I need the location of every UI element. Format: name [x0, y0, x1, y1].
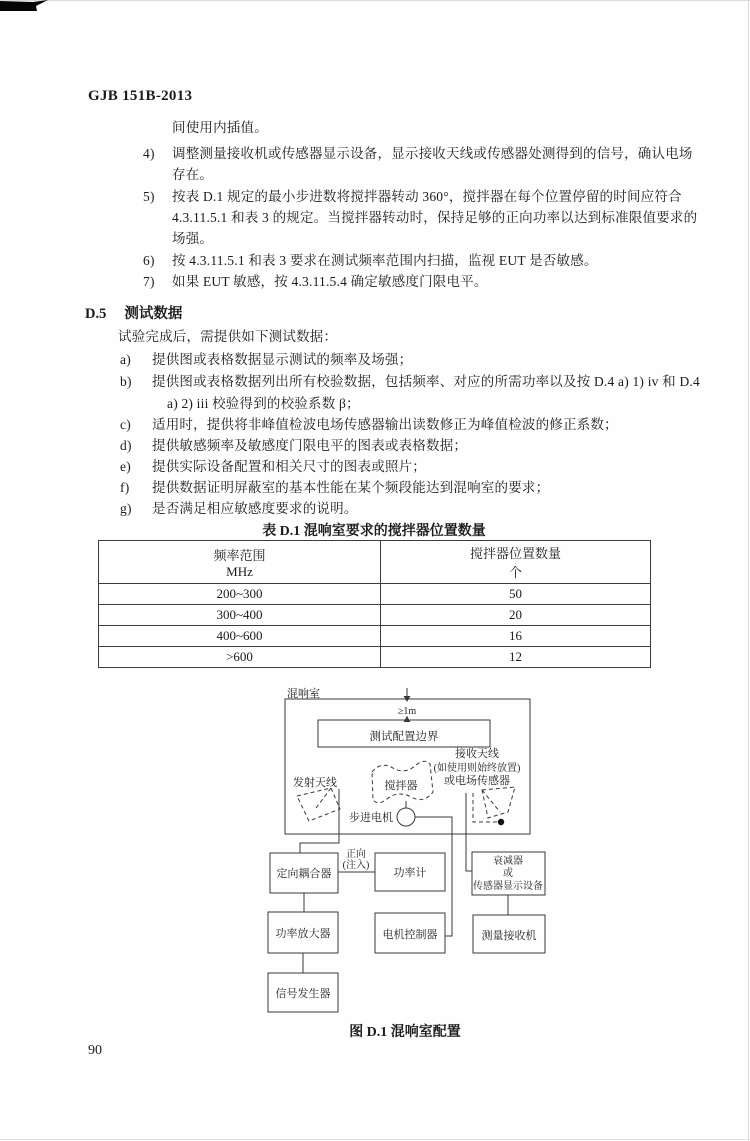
figure-d1-diagram	[255, 680, 560, 1015]
rx-feed-line	[466, 793, 472, 871]
table-d1	[98, 540, 651, 668]
scan-edge-right	[748, 0, 749, 1141]
table-header-frequency-line2: MHz	[226, 563, 253, 579]
attenuator-label-line2: 或	[503, 868, 513, 879]
rx-antenna-label-line1: 接收天线	[455, 748, 499, 760]
rx-sensor-path	[473, 793, 497, 822]
table-cell-range: 300~400	[99, 605, 381, 626]
motor-label: 步进电机	[349, 812, 393, 824]
stirrer-label: 搅拌器	[384, 780, 418, 792]
attenuator-label-line3: 传感器显示设备	[473, 881, 543, 892]
item-5-line-3: 场强。	[172, 231, 214, 246]
item-5-line-2: 4.3.11.5.1 和表 3 的规定。当搅拌器转动时，保持足够的正向功率以达到标准限值要求的	[172, 210, 698, 225]
doc-number: GJB 151B-2013	[88, 88, 193, 104]
section-title: 测试数据	[124, 306, 183, 322]
list-c-marker: c)	[120, 417, 131, 432]
signal-generator-label: 信号发生器	[275, 988, 331, 1000]
item-5-line-1: 按表 D.1 规定的最小步进数将搅拌器转动 360°，搅拌器在每个位置停留的时间应符合	[172, 189, 682, 204]
list-b-text-2: a) 2) iii 校验得到的校验系数 β；	[167, 396, 360, 411]
list-c-text: 适用时，提供将非峰值检波电场传感器输出读数修正为峰值检波的修正系数；	[152, 417, 618, 432]
forward-label-line1: 正向	[346, 849, 366, 860]
scan-edge-top	[0, 0, 750, 1]
list-b-text-1: 提供图或表格数据列出所有校验数据，包括频率、对应的所需功率以及按 D.4 a) 1) iv 和 D.4	[152, 374, 700, 389]
rx-antenna-icon	[482, 787, 515, 818]
list-e-marker: e)	[120, 459, 131, 474]
table-header-positions	[381, 541, 651, 584]
attenuator-label-line1: 衰减器	[493, 856, 523, 867]
table-cell-count: 16	[381, 626, 651, 647]
table-row	[99, 647, 651, 668]
item-6-marker: 6)	[143, 253, 155, 268]
item-4-marker: 4)	[143, 146, 155, 161]
rx-antenna-fold-icon	[482, 790, 500, 812]
list-b-marker: b)	[120, 374, 132, 389]
list-a-text: 提供图或表格数据显示测试的频率及场强；	[152, 352, 413, 367]
table-row	[99, 584, 651, 605]
section-number: D.5	[85, 306, 107, 322]
item-7-line-1: 如果 EUT 敏感，按 4.3.11.5.4 确定敏感度门限电平。	[172, 274, 488, 289]
list-a-marker: a)	[120, 352, 131, 367]
table-cell-range: 400~600	[99, 626, 381, 647]
item-4-line-1: 调整测量接收机或传感器显示设备，显示接收天线或传感器处测得到的信号，确认电场	[172, 146, 693, 161]
list-f-marker: f)	[120, 480, 130, 495]
table-header-frequency	[99, 541, 381, 584]
list-d-marker: d)	[120, 438, 132, 453]
distance-label: ≥1m	[397, 706, 417, 717]
item-6-line-1: 按 4.3.11.5.1 和表 3 要求在测试频率范围内扫描，监视 EUT 是否敏感。	[172, 253, 598, 268]
section-heading	[85, 302, 182, 323]
table-cell-count: 50	[381, 584, 651, 605]
section-intro: 试验完成后，需提供如下测试数据：	[118, 329, 338, 344]
forward-label-line2: (注入)	[342, 860, 370, 871]
boundary-label: 测试配置边界	[369, 731, 439, 743]
table-caption: 表 D.1 混响室要求的搅拌器位置数量	[262, 524, 486, 539]
table-cell-range: 200~300	[99, 584, 381, 605]
sensor-point-icon	[498, 819, 504, 825]
tx-feed-line	[300, 789, 339, 853]
item-5-marker: 5)	[143, 189, 155, 204]
body-hang-line: 间使用内插值。	[172, 120, 268, 135]
coupler-label: 定向耦合器	[276, 868, 332, 880]
table-header-frequency-line1: 频率范围	[213, 547, 266, 563]
table-header-row	[99, 541, 651, 584]
page-number: 90	[88, 1043, 102, 1058]
chamber-label: 混响室	[287, 688, 320, 700]
scan-artifact-icon	[0, 0, 55, 16]
table-row	[99, 605, 651, 626]
stepper-motor-icon	[397, 808, 415, 826]
amplifier-label: 功率放大器	[275, 928, 331, 940]
list-g-marker: g)	[120, 501, 132, 516]
list-e-text: 提供实际设备配置和相关尺寸的图表或照片；	[152, 459, 426, 474]
list-f-text: 提供数据证明屏蔽室的基本性能在某个频段能达到混响室的要求；	[152, 480, 550, 495]
rx-antenna-label-line3: 或电场传感器	[444, 775, 510, 787]
motor-controller-label: 电机控制器	[382, 929, 438, 941]
tx-antenna-label: 发射天线	[293, 777, 337, 789]
power-meter-label: 功率计	[393, 867, 427, 879]
receiver-label: 测量接收机	[481, 930, 537, 942]
figure-caption: 图 D.1 混响室配置	[349, 1025, 461, 1040]
table-cell-range: >600	[99, 647, 381, 668]
table-header-positions-line1: 搅拌器位置数量	[469, 546, 561, 561]
item-7-marker: 7)	[143, 274, 155, 289]
table-cell-count: 20	[381, 605, 651, 626]
tx-antenna-icon	[297, 788, 340, 821]
item-4-line-2: 存在。	[172, 167, 214, 182]
table-cell-count: 12	[381, 647, 651, 668]
rx-antenna-label-line2: (如使用则始终放置)	[433, 763, 521, 774]
scan-edge-bottom	[0, 1139, 750, 1140]
list-d-text: 提供敏感频率及敏感度门限电平的图表或表格数据；	[152, 438, 468, 453]
table-row	[99, 626, 651, 647]
list-g-text: 是否满足相应敏感度要求的说明。	[152, 501, 358, 516]
table-header-positions-line2: 个	[508, 565, 522, 580]
